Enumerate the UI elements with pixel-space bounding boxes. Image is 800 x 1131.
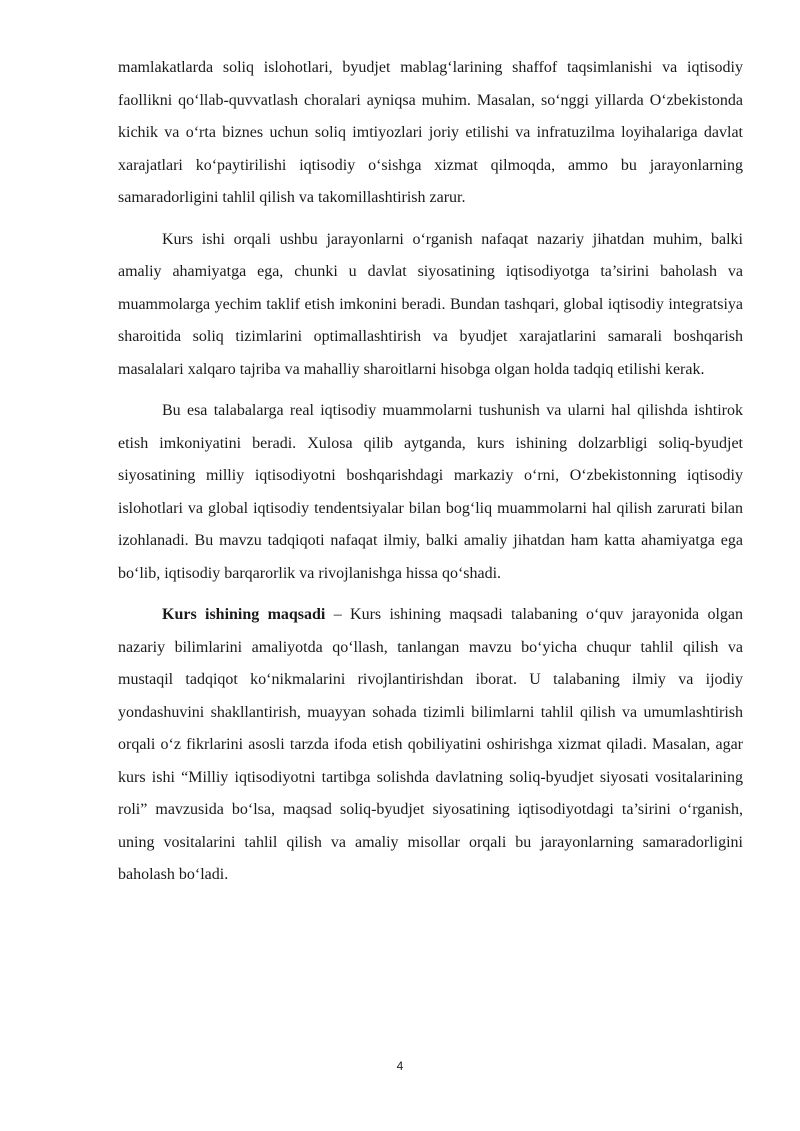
paragraph-course-work-importance: Kurs ishi orqali ushbu jarayonlarni o‘rganish nafaqat nazariy jihatdan muhim, balki amaliy ahamiyatga ega, chunki u davlat siyosatining iqtisodiyotga ta’sirini baholash va muammolarga yechim taklif etish imkonini beradi. Bundan tashqari, global iqtisodiy integratsiya sharoitida soliq tizimlarini optimallashtirish va byudjet xarajatlarini samarali boshqarish masalalari xalqaro tajriba va mahalliy sharoitlarni hisobga olgan holda tadqiq etilishi kerak. xyxy=(118,230,743,378)
paragraph-lead-heading: Kurs ishining maqsadi xyxy=(162,606,326,623)
document-page xyxy=(118,52,743,892)
paragraph-continuation: mamlakatlarda soliq islohotlari, byudjet mablag‘larining shaffof taqsimlanishi va iqtisodiy faollikni qo‘llab-quvvatlash choralari ayniqsa muhim. Masalan, so‘nggi yillarda O‘zbekistonda kichik va o‘rta biznes uchun soliq imtiyozlari joriy etilishi va infratuzilma loyihalariga davlat xarajatlari ko‘paytirilishi iqtisodiy o‘sishga xizmat qilmoqda, ammo bu jarayonlarning samaradorligini tahlil qilish va takomillashtirish zarur. xyxy=(118,59,743,206)
paragraph-goal-text: – Kurs ishining maqsadi talabaning o‘quv jarayonida olgan nazariy bilimlarini amaliyotda qo‘llash, tanlangan mavzu bo‘yicha chuqur tahlil qilish va mustaqil tadqiqot ko‘nikmalarini rivojlantirishdan iborat. U talabaning ilmiy va ijodiy yondashuvini shakllantirish, muayyan sohada tizimli bilimlarni tahlil qilish va umumlashtirish orqali o‘z fikrlarini asosli tarzda ifoda etish qobiliyatini oshirishga xizmat qiladi. Masalan, agar kurs ishi “Milliy iqtisodiyotni tartibga solishda davlatning soliq-byudjet siyosati vositalarining roli” mavzusida bo‘lsa, maqsad soliq-byudjet siyosatining iqtisodiyotdagi ta’sirini o‘rganish, uning vositalarini tahlil qilish va amaliy misollar orqali bu jarayonlarning samaradorligini baholash bo‘ladi. xyxy=(118,606,743,883)
paragraph-relevance-conclusion: Bu esa talabalarga real iqtisodiy muammolarni tushunish va ularni hal qilishda ishtirok etish imkoniyatini beradi. Xulosa qilib aytganda, kurs ishining dolzarbligi soliq-byudjet siyosatining milliy iqtisodiyotni boshqarishdagi markaziy o‘rni, O‘zbekistonning iqtisodiy islohotlari va global iqtisodiy tendentsiyalar bilan bog‘liq muammolarni hal qilish zarurati bilan izohlanadi. Bu mavzu tadqiqoti nafaqat ilmiy, balki amaliy jihatdan ham katta ahamiyatga ega bo‘lib, iqtisodiy barqarorlik va rivojlanishga hissa qo‘shadi. xyxy=(118,402,743,582)
page-number: 4 xyxy=(396,1059,404,1073)
paragraph-course-work-goal xyxy=(118,599,743,892)
